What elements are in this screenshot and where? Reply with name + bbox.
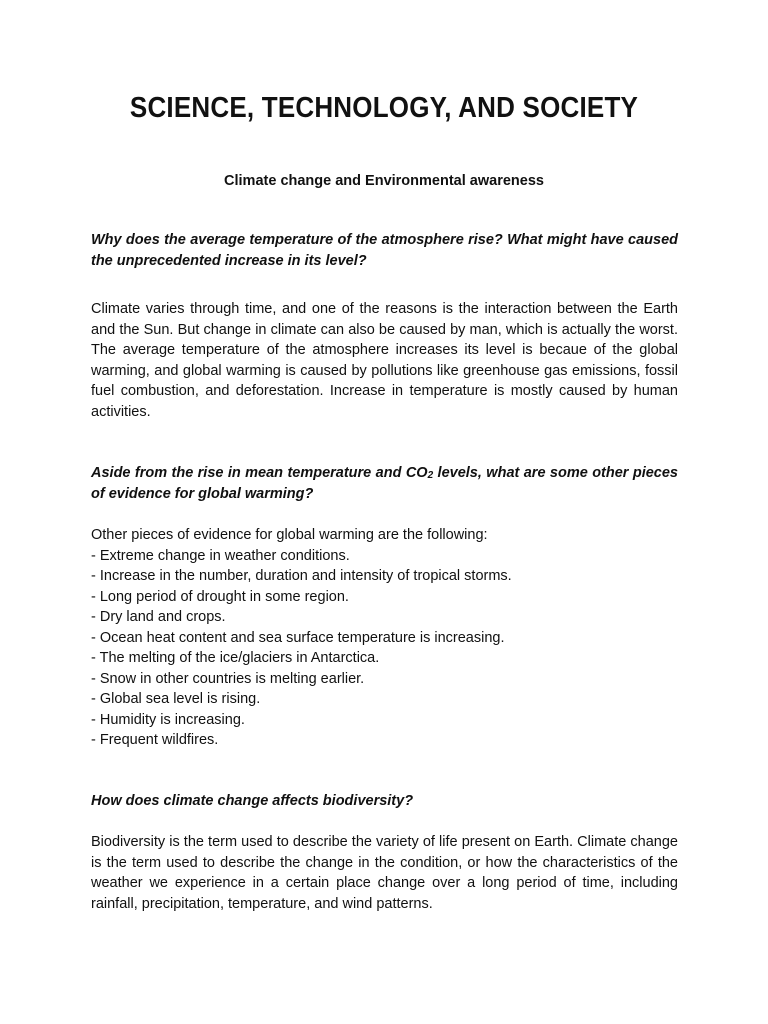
question-2-part-1: Aside from the rise in mean temperature and CO bbox=[91, 465, 428, 481]
question-1: Why does the average temperature of the atmosphere rise? What might have caused the unprecedented increase in its level? bbox=[91, 232, 678, 269]
list-item: - Increase in the number, duration and intensity of tropical storms. bbox=[91, 568, 512, 584]
list-item: - Global sea level is rising. bbox=[91, 691, 261, 707]
list-item: - Humidity is increasing. bbox=[91, 711, 245, 728]
question-3: How does climate change affects biodiversity? bbox=[91, 793, 414, 809]
list-item: - Frequent wildfires. bbox=[91, 732, 219, 748]
question-2-part-2: levels, what are some other pieces of evidence for global warming? bbox=[91, 465, 678, 502]
document-subtitle: Climate change and Environmental awareness bbox=[224, 173, 544, 189]
answer-1: Climate varies through time, and one of the reasons is the interaction between the Earth and the Sun. But change in climate can also be caused by man, which is actually the worst. The average temperature of the atmosphere increases its level is becaue of the global warming, and global warming is caused by pollutions like greenhouse gas emissions, fossil fuel combustion, and deforestation. Increase in temperature is mostly caused by human activities. bbox=[91, 301, 678, 420]
document-title: SCIENCE, TECHNOLOGY, AND SOCIETY bbox=[129, 90, 639, 124]
answer-3: Biodiversity is the term used to describe the variety of life present on Earth. Climate change is the term used to describe the change in the condition, or how the characteristics of the weather we experience in a certain place change over a long period of time, including rainfall, precipitation, temperature, and wind patterns. bbox=[91, 834, 678, 912]
question-2-subscript: 2 bbox=[427, 470, 434, 481]
list-item: - Long period of drought in some region. bbox=[91, 588, 349, 605]
list-item: - Extreme change in weather conditions. bbox=[91, 547, 350, 564]
answer-2-intro: Other pieces of evidence for global warming are the following: bbox=[91, 527, 488, 543]
list-item: - Snow in other countries is melting earlier. bbox=[91, 670, 365, 687]
list-item: - Ocean heat content and sea surface temperature is increasing. bbox=[91, 629, 505, 646]
answer-2 bbox=[91, 525, 678, 751]
list-item: - The melting of the ice/glaciers in Antarctica. bbox=[91, 650, 380, 666]
evidence-list bbox=[91, 546, 678, 751]
list-item: - Dry land and crops. bbox=[91, 609, 226, 625]
question-2 bbox=[91, 463, 678, 504]
